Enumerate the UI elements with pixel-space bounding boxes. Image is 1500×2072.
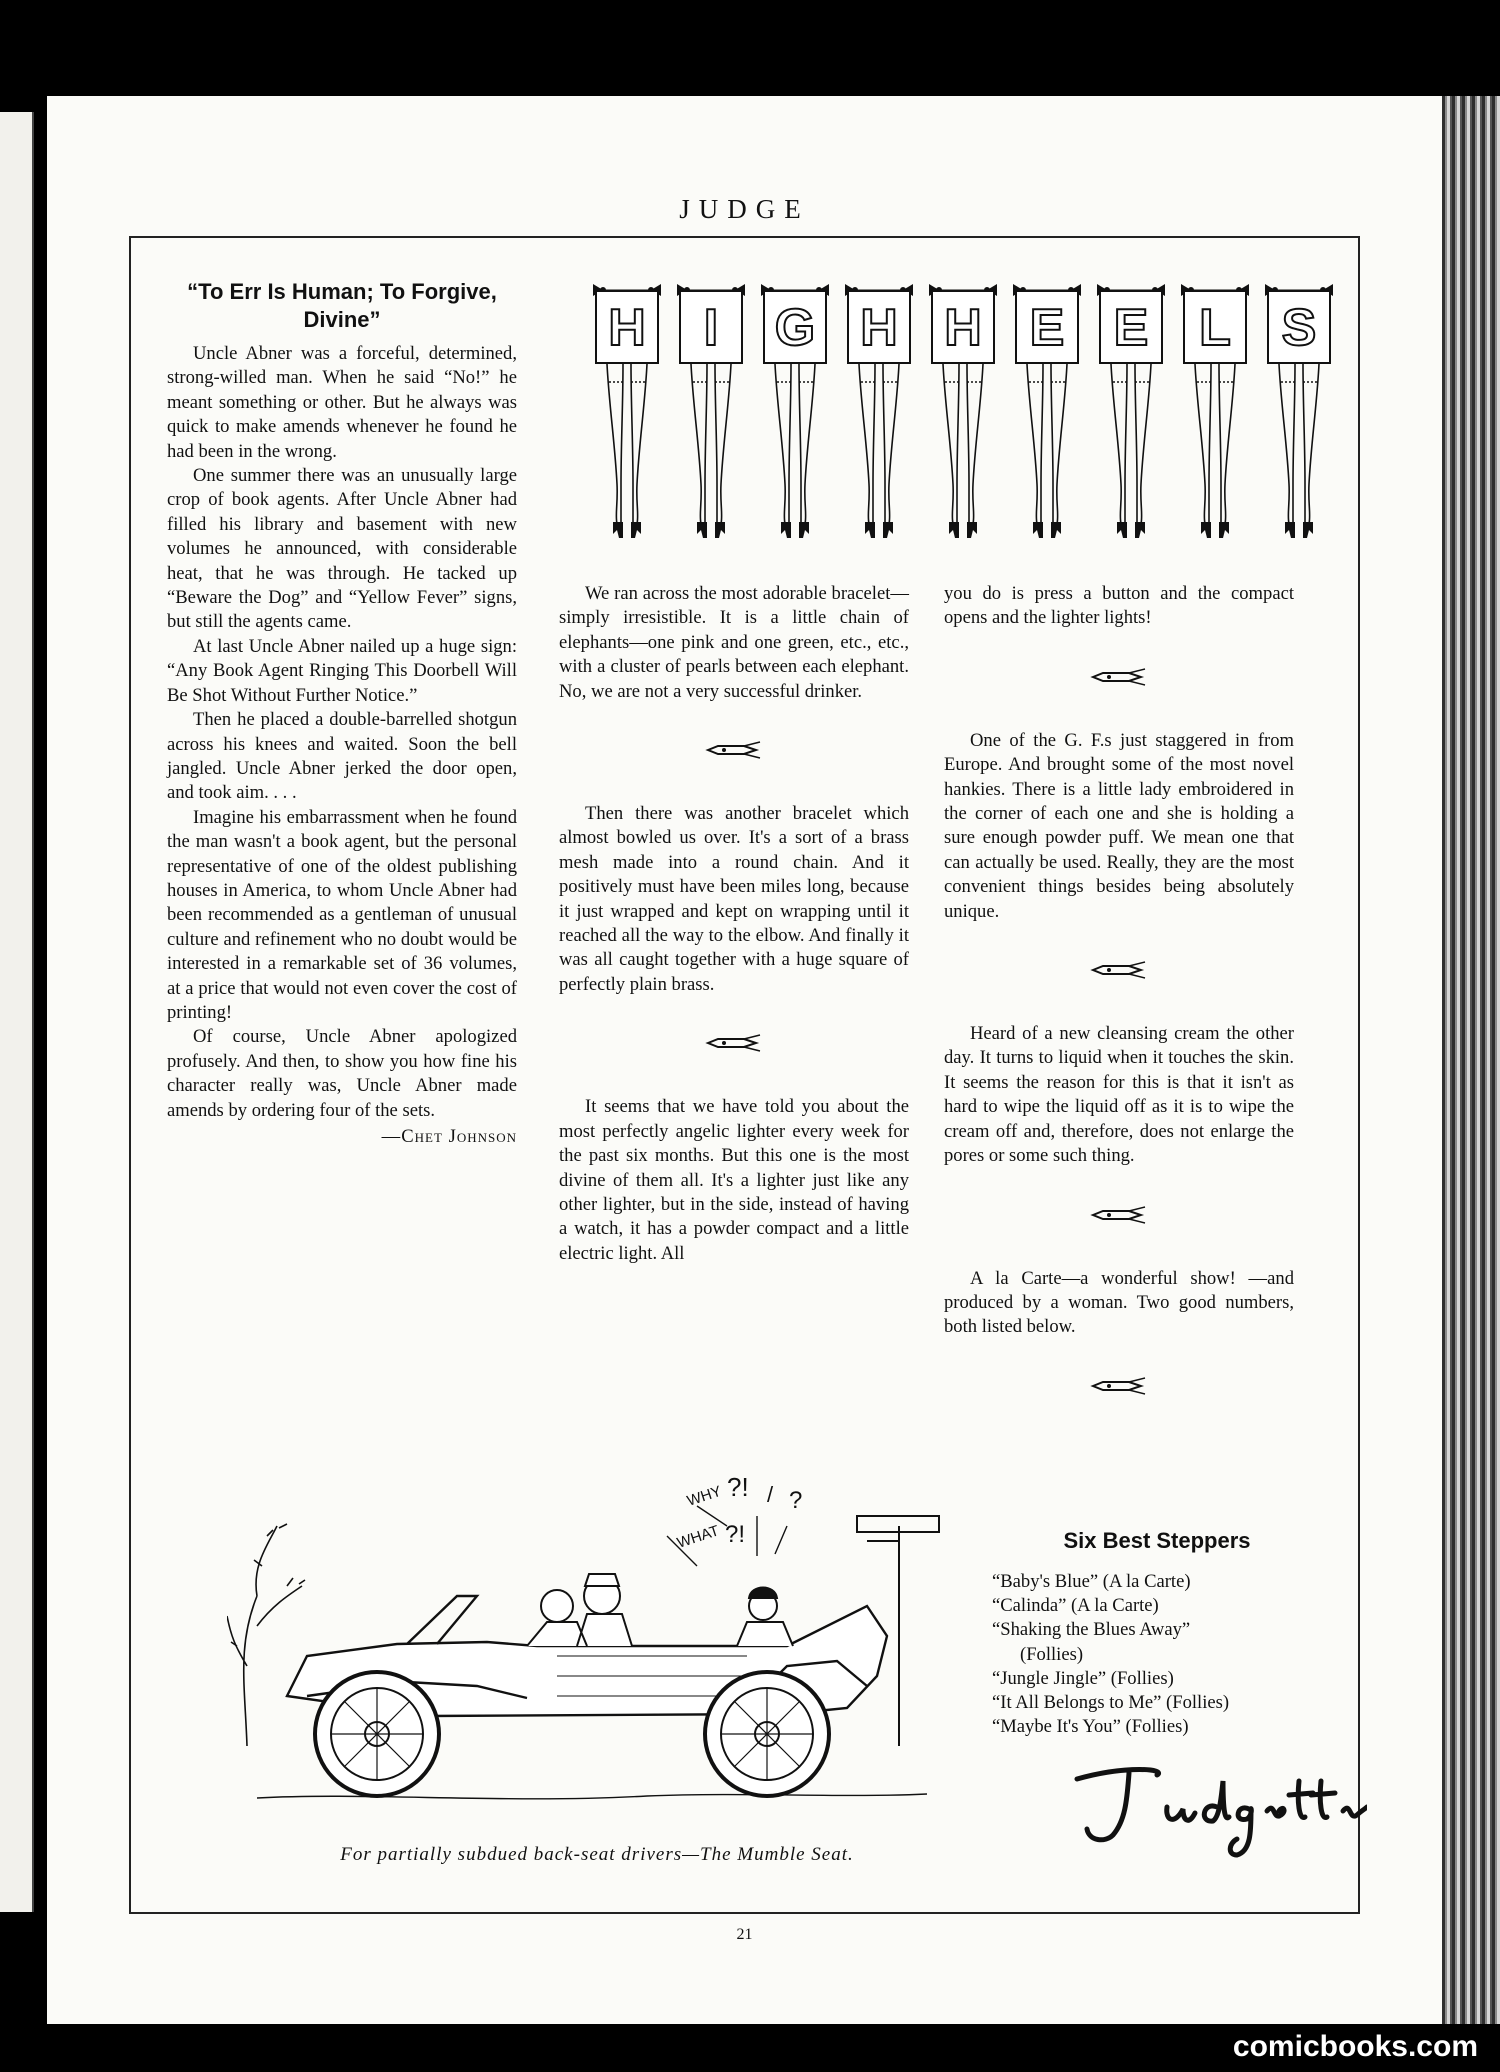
stepper-line: “It All Belongs to Me” (Follies) <box>992 1692 1230 1714</box>
column-paragraph: you do is press a button and the compact opens and the lighter lights! <box>944 583 1294 629</box>
list-item <box>992 1618 1372 1666</box>
lipstick-ornament <box>944 665 1294 691</box>
list-item <box>992 1594 1372 1618</box>
book-page-edges <box>1442 96 1500 2024</box>
column-paragraph: It seems that we have told you about the most perfectly angelic lighter every week for the past six months. But this one is the most divine of them all. It's a lighter just like any other lighter, but in the side, instead of having a watch, it has a powder compact and a little electric light. All <box>559 1096 909 1264</box>
lipstick-ornament <box>559 1031 909 1057</box>
masthead: JUDGE <box>679 194 810 224</box>
article-paragraph: Then he placed a double-barrelled shotgun across his knees and waited. Soon the bell jangled. Uncle Abner jerked the door open, and took aim. . . . <box>167 709 517 804</box>
stepper-line: “Baby's Blue” (A la Carte) <box>992 1571 1191 1592</box>
left-page-edge <box>0 112 34 1912</box>
speech-what: WHAT <box>674 1522 722 1552</box>
legs-illustration <box>1273 364 1325 540</box>
speech-why: WHY <box>684 1482 724 1510</box>
banner-letter: H <box>595 290 659 364</box>
car-cartoon-illustration <box>227 1446 987 1836</box>
steppers-title: Six Best Steppers <box>1063 1528 1251 1553</box>
article-paragraph: Uncle Abner was a forceful, determined, strong-willed man. When he said “No!” he meant something or other. But he always was quick to make amends whenever he found he had been in the wrong. <box>167 343 517 462</box>
legs-illustration <box>769 364 821 540</box>
legs-illustration <box>685 364 737 540</box>
left-article <box>167 278 517 1149</box>
article-paragraph: Of course, Uncle Abner apologized profusely. And then, to show you how fine his character really was, Uncle Abner made amends by ordering four of the sets. <box>167 1026 517 1121</box>
speech-mark: ?! <box>725 1521 746 1548</box>
legs-illustration <box>1105 364 1157 540</box>
banner-leg-panel <box>595 272 659 540</box>
stepper-line: “Jungle Jingle” (Follies) <box>992 1667 1174 1689</box>
byline: —Chet Johnson <box>381 1126 517 1147</box>
speech-mark: / <box>767 1482 774 1507</box>
banner-letter: E <box>1015 290 1079 364</box>
article-paragraph: Imagine his embarrassment when he found the man wasn't a book agent, but the personal representative of one of the oldest publishing houses in America, to whom Uncle Abner had been recommended as a gentleman of unusual culture and refinement who no doubt would be interested in a remarkable set of 36 volumes, at a price that would not even cover the cost of printing! <box>167 806 517 1023</box>
banner-letter: L <box>1183 290 1247 364</box>
lipstick-ornament <box>944 1203 1294 1229</box>
list-item <box>992 1667 1372 1691</box>
column-paragraph: A la Carte—a wonderful show! —and produced by a woman. Two good numbers, both listed below. <box>944 1267 1294 1338</box>
legs-illustration <box>853 364 905 540</box>
banner-leg-panel <box>763 272 827 540</box>
stepper-line: “Shaking the Blues Away” <box>992 1619 1191 1641</box>
article-title: “To Err Is Human; To Forgive, Divine” <box>187 279 497 332</box>
banner-letter: E <box>1099 290 1163 364</box>
legs-illustration <box>1021 364 1073 540</box>
banner-leg-panel <box>1183 272 1247 540</box>
column-paragraph: One of the G. F.s just staggered in from Europe. And brought some of the most novel hankies. There is a little lady embroidered in the corner of each one and she is holding a sure enough powder puff. We mean one that can actually be used. Really, they are the most convenient things besides being absolutely unique. <box>944 729 1294 922</box>
banner-letter: I <box>679 290 743 364</box>
legs-illustration <box>937 364 989 540</box>
speech-mark: ? <box>789 1487 803 1514</box>
banner-leg-panel <box>1099 272 1163 540</box>
watermark: comicbooks.com <box>1232 2030 1478 2063</box>
column-paragraph: We ran across the most adorable bracelet—simply irresistible. It is a little chain of elephants—one pink and one green, etc., etc., with a cluster of pearls between each elephant. No, we are not a very successful drinker. <box>559 583 909 702</box>
speech-mark: ?! <box>727 1472 749 1502</box>
cartoon-caption: For partially subdued back-seat drivers—The Mumble Seat. <box>340 1844 854 1865</box>
stepper-line: “Maybe It's You” (Follies) <box>992 1716 1189 1738</box>
column-paragraph: Then there was another bracelet which almost bowled us over. It's a sort of a brass mesh made into a round chain. And it positively must have been miles long, because it just wrapped and kept on wrapping until it reached all the way to the elbow. And finally it was all caught together with a huge square of perfectly plain brass. <box>559 803 909 995</box>
banner-letter: H <box>847 290 911 364</box>
banner-leg-panel <box>931 272 995 540</box>
article-paragraph: One summer there was an unusually large crop of book agents. After Uncle Abner had filled his library and basement with new volumes he announced, with considerable heat, that he was through. He tacked up “Beware the Dog” and “Yellow Fever” signs, but still the agents came. <box>167 465 517 633</box>
column-middle <box>559 582 909 1266</box>
list-item <box>992 1570 1372 1594</box>
column-right <box>944 582 1294 1400</box>
steppers-list <box>992 1570 1372 1739</box>
judgette-signature <box>1067 1751 1367 1861</box>
legs-illustration <box>601 364 653 540</box>
banner-letter: G <box>763 290 827 364</box>
lipstick-ornament <box>944 958 1294 984</box>
lipstick-ornament <box>559 738 909 764</box>
banner-letter: H <box>931 290 995 364</box>
banner-leg-panel <box>1267 272 1331 540</box>
legs-illustration <box>1189 364 1241 540</box>
banner-leg-panel <box>847 272 911 540</box>
stepper-line: “Calinda” (A la Carte) <box>992 1595 1159 1617</box>
lipstick-ornament <box>944 1374 1294 1400</box>
column-paragraph: Heard of a new cleansing cream the other day. It turns to liquid when it touches the skin. It seems the reason for this is that it isn't as hard to wipe the liquid off as it is to wipe the cream off and, therefore, does not enlarge the pores or some such thing. <box>944 1023 1294 1167</box>
high-heels-banner <box>595 272 1335 540</box>
list-item <box>992 1715 1372 1739</box>
stepper-line-cont: (Follies) <box>1020 1643 1084 1665</box>
article-paragraph: At last Uncle Abner nailed up a huge sign: “Any Book Agent Ringing This Doorbell Will Be Shot Without Further Notice.” <box>167 635 517 706</box>
page-number: 21 <box>736 1926 753 1943</box>
list-item <box>992 1691 1372 1715</box>
magazine-page <box>47 96 1442 2024</box>
banner-leg-panel <box>1015 272 1079 540</box>
banner-letter: S <box>1267 290 1331 364</box>
banner-leg-panel <box>679 272 743 540</box>
